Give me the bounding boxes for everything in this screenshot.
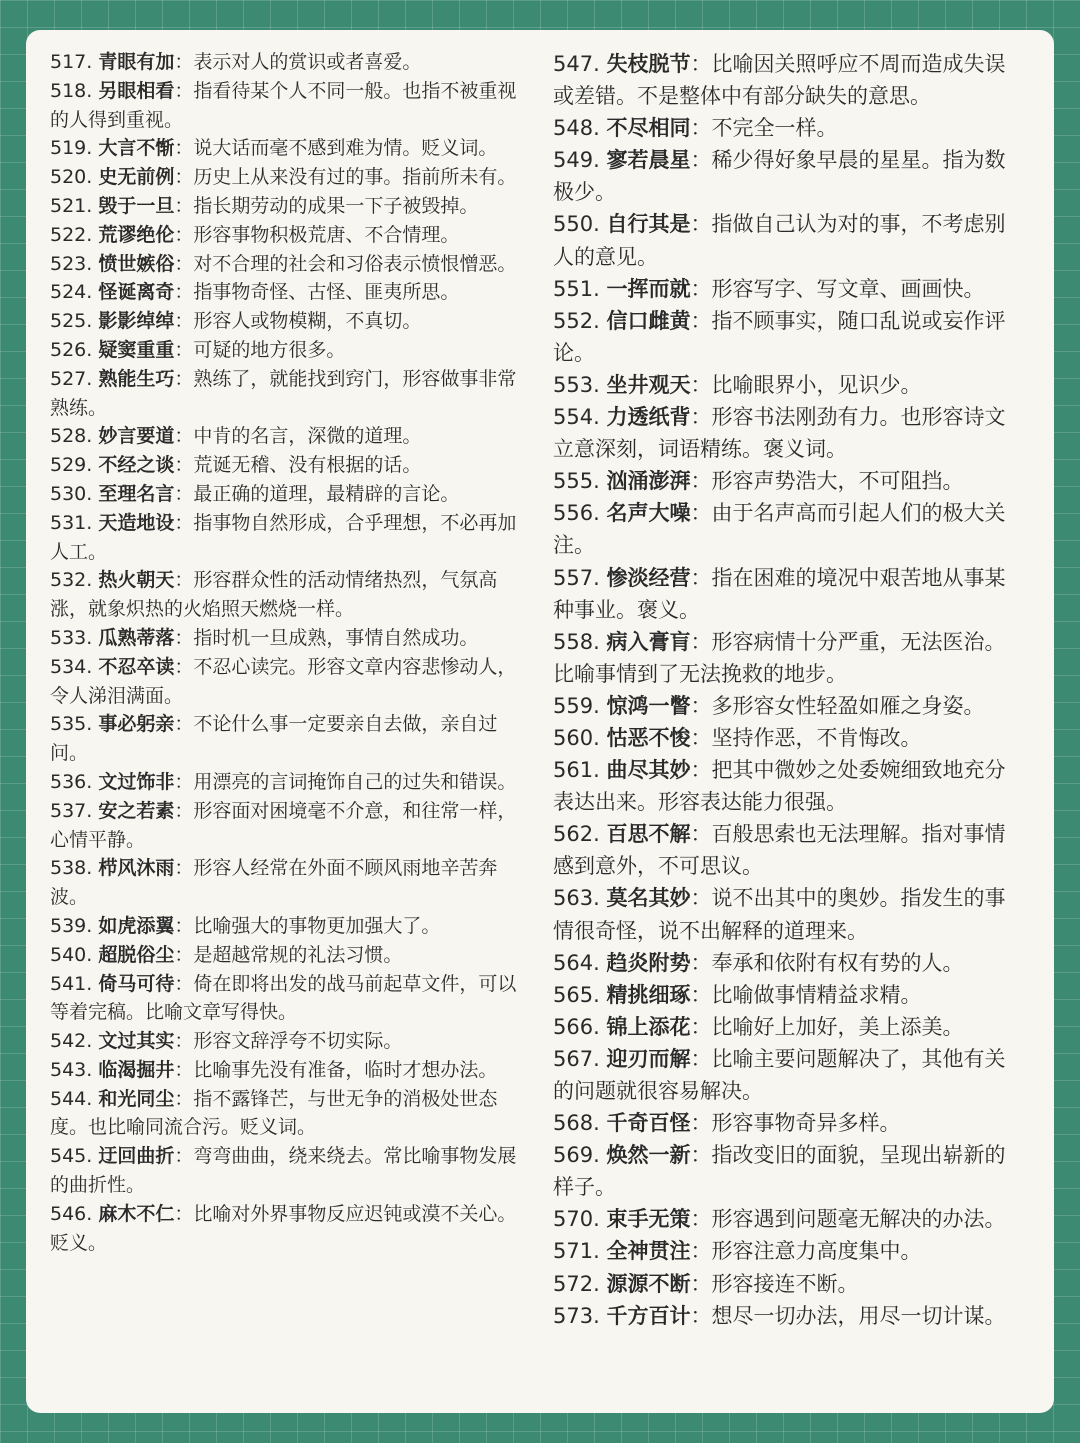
idiom-definition: 中肯的名言，深微的道理。 bbox=[193, 425, 422, 448]
idiom-definition: 指做自己认为对的事，不考虑别人的意见。 bbox=[553, 212, 1006, 269]
idiom-definition: 最正确的道理，最精辟的言论。 bbox=[193, 482, 460, 505]
idiom-term: 如虎添翼 bbox=[98, 914, 175, 937]
idiom-term: 信口雌黄 bbox=[606, 308, 691, 333]
separator-colon: ： bbox=[174, 310, 194, 333]
idiom-entry bbox=[553, 497, 1023, 561]
separator-colon: ： bbox=[174, 338, 194, 361]
idiom-term: 影影绰绰 bbox=[98, 310, 175, 333]
entry-number: 543. bbox=[50, 1058, 93, 1081]
idiom-term: 自行其是 bbox=[606, 212, 691, 237]
separator-colon: ： bbox=[690, 1014, 712, 1039]
separator-colon: ： bbox=[174, 482, 194, 505]
idiom-term: 妙言要道 bbox=[98, 425, 175, 448]
idiom-entry bbox=[553, 1043, 1023, 1107]
entry-number: 522. bbox=[50, 223, 93, 246]
idiom-term: 汹涌澎湃 bbox=[606, 469, 691, 494]
idiom-term: 热火朝天 bbox=[98, 569, 175, 592]
idiom-definition: 历史上从来没有过的事。指前所未有。 bbox=[193, 166, 517, 189]
entry-number: 527. bbox=[50, 367, 93, 390]
idiom-entry bbox=[553, 882, 1023, 946]
idiom-definition: 把其中微妙之处委婉细致地充分表达出来。形容表达能力很强。 bbox=[553, 758, 1006, 815]
separator-colon: ： bbox=[174, 1202, 194, 1225]
separator-colon: ： bbox=[174, 194, 194, 217]
entry-number: 539. bbox=[50, 914, 93, 937]
idiom-entry bbox=[50, 1200, 534, 1258]
idiom-definition: 指不露锋芒，与世无争的消极处世态度。也比喻同流合污。贬义词。 bbox=[50, 1087, 498, 1139]
separator-colon: ： bbox=[690, 1143, 712, 1168]
separator-colon: ： bbox=[690, 693, 712, 718]
idiom-term: 惨淡经营 bbox=[606, 565, 691, 590]
idiom-definition: 指事物奇怪、古怪、匪夷所思。 bbox=[193, 281, 460, 304]
entry-number: 556. bbox=[553, 501, 600, 526]
idiom-entry bbox=[553, 818, 1023, 882]
entry-number: 548. bbox=[553, 116, 600, 141]
idiom-entry bbox=[50, 941, 534, 970]
separator-colon: ： bbox=[690, 725, 712, 750]
entry-number: 517. bbox=[50, 51, 93, 73]
idiom-definition: 想尽一切办法，用尽一切计谋。 bbox=[711, 1303, 1006, 1328]
separator-colon: ： bbox=[174, 972, 194, 995]
idiom-definition: 形容群众性的活动情绪热烈，气氛高涨，就象炽热的火焰照天燃烧一样。 bbox=[50, 569, 498, 621]
entry-number: 564. bbox=[553, 950, 600, 975]
idiom-term: 迎刃而解 bbox=[606, 1046, 691, 1071]
separator-colon: ： bbox=[174, 1030, 194, 1053]
idiom-entry bbox=[50, 48, 534, 77]
idiom-term: 焕然一新 bbox=[606, 1143, 691, 1168]
idiom-entry bbox=[50, 77, 534, 135]
idiom-entry bbox=[50, 336, 534, 365]
separator-colon: ： bbox=[690, 565, 712, 590]
entry-number: 545. bbox=[50, 1145, 93, 1168]
idiom-term: 不经之谈 bbox=[98, 454, 175, 477]
idiom-term: 惊鸿一瞥 bbox=[606, 693, 691, 718]
idiom-term: 熟能生巧 bbox=[98, 367, 175, 390]
entry-number: 519. bbox=[50, 137, 93, 160]
separator-colon: ： bbox=[174, 1087, 194, 1110]
idiom-definition: 不完全一样。 bbox=[711, 116, 838, 141]
idiom-entry bbox=[50, 1056, 534, 1085]
idiom-term: 另眼相看 bbox=[98, 79, 175, 102]
idiom-entry bbox=[553, 1300, 1023, 1332]
idiom-definition: 不忍心读完。形容文章内容悲惨动人，令人涕泪满面。 bbox=[50, 655, 517, 707]
entry-number: 557. bbox=[553, 565, 600, 590]
idiom-entry bbox=[553, 465, 1023, 497]
idiom-term: 安之若素 bbox=[98, 799, 175, 822]
separator-colon: ： bbox=[690, 758, 712, 783]
separator-colon: ： bbox=[690, 886, 712, 911]
idiom-definition: 形容接连不断。 bbox=[711, 1271, 859, 1296]
entry-number: 567. bbox=[553, 1046, 600, 1071]
idiom-term: 天造地设 bbox=[98, 511, 175, 534]
separator-colon: ： bbox=[690, 148, 712, 173]
separator-colon: ： bbox=[690, 52, 712, 76]
entry-number: 573. bbox=[553, 1303, 600, 1328]
entry-number: 538. bbox=[50, 857, 93, 880]
entry-number: 552. bbox=[553, 308, 600, 333]
idiom-term: 怪诞离奇 bbox=[98, 281, 175, 304]
entry-number: 561. bbox=[553, 758, 600, 783]
entry-number: 534. bbox=[50, 655, 93, 678]
idiom-term: 毁于一旦 bbox=[98, 194, 175, 217]
separator-colon: ： bbox=[174, 713, 194, 736]
idiom-entry bbox=[553, 208, 1023, 272]
entry-number: 551. bbox=[553, 276, 600, 301]
idiom-term: 力透纸背 bbox=[606, 405, 691, 430]
idiom-entry bbox=[50, 307, 534, 336]
idiom-entry bbox=[553, 1268, 1023, 1300]
entry-number: 541. bbox=[50, 972, 93, 995]
separator-colon: ： bbox=[690, 116, 712, 141]
entry-number: 537. bbox=[50, 799, 93, 822]
idiom-term: 莫名其妙 bbox=[606, 886, 691, 911]
separator-colon: ： bbox=[174, 914, 194, 937]
separator-colon: ： bbox=[690, 629, 712, 654]
entry-number: 550. bbox=[553, 212, 600, 237]
idiom-definition: 指不顾事实，随口乱说或妄作评论。 bbox=[553, 308, 1006, 365]
separator-colon: ： bbox=[690, 1046, 712, 1071]
separator-colon: ： bbox=[174, 252, 194, 275]
idiom-term: 瓜熟蒂落 bbox=[98, 626, 175, 649]
entry-number: 536. bbox=[50, 770, 93, 793]
idiom-term: 百思不解 bbox=[606, 822, 691, 847]
idiom-entry bbox=[50, 134, 534, 163]
separator-colon: ： bbox=[690, 372, 712, 397]
idiom-definition: 不论什么事一定要亲自去做，亲自过问。 bbox=[50, 713, 498, 765]
idiom-definition: 指看待某个人不同一般。也指不被重视的人得到重视。 bbox=[50, 79, 517, 131]
idiom-definition: 比喻对外界事物反应迟钝或漠不关心。贬义。 bbox=[50, 1202, 517, 1254]
entry-number: 540. bbox=[50, 943, 93, 966]
left-column bbox=[50, 48, 534, 1257]
idiom-definition: 可疑的地方很多。 bbox=[193, 338, 346, 361]
entry-number: 529. bbox=[50, 454, 93, 477]
entry-number: 572. bbox=[553, 1271, 600, 1296]
idiom-entry bbox=[50, 566, 534, 624]
entry-number: 562. bbox=[553, 822, 600, 847]
separator-colon: ： bbox=[174, 626, 194, 649]
idiom-entry bbox=[50, 1027, 534, 1056]
idiom-entry bbox=[50, 1142, 534, 1200]
idiom-entry bbox=[50, 250, 534, 279]
idiom-term: 千奇百怪 bbox=[606, 1111, 691, 1136]
entry-number: 570. bbox=[553, 1207, 600, 1232]
entry-number: 558. bbox=[553, 629, 600, 654]
idiom-term: 千方百计 bbox=[606, 1303, 691, 1328]
separator-colon: ： bbox=[174, 857, 194, 880]
idiom-entry bbox=[553, 722, 1023, 754]
idiom-entry bbox=[553, 979, 1023, 1011]
idiom-term: 不尽相同 bbox=[606, 116, 691, 141]
content-card bbox=[26, 30, 1054, 1413]
idiom-entry bbox=[50, 912, 534, 941]
idiom-definition: 熟练了，就能找到窍门，形容做事非常熟练。 bbox=[50, 367, 517, 419]
entry-number: 565. bbox=[553, 982, 600, 1007]
separator-colon: ： bbox=[690, 1271, 712, 1296]
idiom-entry bbox=[50, 451, 534, 480]
idiom-term: 坐井观天 bbox=[606, 372, 691, 397]
idiom-definition: 形容声势浩大，不可阻挡。 bbox=[711, 469, 964, 494]
idiom-term: 疑窦重重 bbox=[98, 338, 175, 361]
right-column bbox=[553, 48, 1023, 1332]
idiom-term: 一挥而就 bbox=[606, 276, 691, 301]
idiom-entry bbox=[553, 1139, 1023, 1203]
idiom-entry bbox=[553, 690, 1023, 722]
idiom-definition: 奉承和依附有权有势的人。 bbox=[711, 950, 964, 975]
idiom-definition: 比喻眼界小，见识少。 bbox=[711, 372, 922, 397]
idiom-entry bbox=[553, 1011, 1023, 1043]
separator-colon: ： bbox=[174, 511, 194, 534]
entry-number: 559. bbox=[553, 693, 600, 718]
entry-number: 524. bbox=[50, 281, 93, 304]
idiom-definition: 形容病情十分严重，无法医治。比喻事情到了无法挽救的地步。 bbox=[553, 629, 1006, 686]
entry-number: 518. bbox=[50, 79, 93, 102]
idiom-definition: 稀少得好象早晨的星星。指为数极少。 bbox=[553, 148, 1006, 205]
idiom-entry bbox=[50, 278, 534, 307]
idiom-definition: 指事物自然形成，合乎理想，不必再加人工。 bbox=[50, 511, 517, 563]
entry-number: 525. bbox=[50, 310, 93, 333]
idiom-entry bbox=[50, 710, 534, 768]
idiom-definition: 形容文辞浮夸不切实际。 bbox=[193, 1030, 403, 1053]
idiom-entry bbox=[553, 369, 1023, 401]
idiom-term: 曲尽其妙 bbox=[606, 758, 691, 783]
separator-colon: ： bbox=[174, 799, 194, 822]
idiom-term: 全神贯注 bbox=[606, 1239, 691, 1264]
idiom-definition: 用漂亮的言词掩饰自己的过失和错误。 bbox=[193, 770, 517, 793]
separator-colon: ： bbox=[690, 1111, 712, 1136]
separator-colon: ： bbox=[690, 212, 712, 237]
idiom-term: 至理名言 bbox=[98, 482, 175, 505]
idiom-definition: 坚持作恶，不肯悔改。 bbox=[711, 725, 922, 750]
idiom-definition: 形容人或物模糊，不真切。 bbox=[193, 310, 422, 333]
idiom-definition: 指时机一旦成熟，事情自然成功。 bbox=[193, 626, 479, 649]
idiom-term: 倚马可待 bbox=[98, 972, 175, 995]
entry-number: 523. bbox=[50, 252, 93, 275]
idiom-entry bbox=[50, 1085, 534, 1143]
separator-colon: ： bbox=[174, 425, 194, 448]
idiom-definition: 比喻做事情精益求精。 bbox=[711, 982, 922, 1007]
idiom-entry bbox=[50, 624, 534, 653]
idiom-term: 青眼有加 bbox=[98, 51, 175, 73]
idiom-entry bbox=[553, 112, 1023, 144]
idiom-term: 超脱俗尘 bbox=[98, 943, 175, 966]
entry-number: 569. bbox=[553, 1143, 600, 1168]
idiom-term: 寥若晨星 bbox=[606, 148, 691, 173]
idiom-entry bbox=[50, 768, 534, 797]
separator-colon: ： bbox=[174, 1058, 194, 1081]
idiom-term: 趋炎附势 bbox=[606, 950, 691, 975]
idiom-definition: 对不合理的社会和习俗表示愤恨憎恶。 bbox=[193, 252, 517, 275]
idiom-entry bbox=[553, 1203, 1023, 1235]
entry-number: 544. bbox=[50, 1087, 93, 1110]
idiom-definition: 指长期劳动的成果一下子被毁掉。 bbox=[193, 194, 479, 217]
idiom-term: 愤世嫉俗 bbox=[98, 252, 175, 275]
idiom-entry bbox=[553, 48, 1023, 112]
idiom-entry bbox=[553, 1107, 1023, 1139]
entry-number: 542. bbox=[50, 1030, 93, 1053]
idiom-entry bbox=[553, 144, 1023, 208]
idiom-definition: 由于名声高而引起人们的极大关注。 bbox=[553, 501, 1006, 558]
separator-colon: ： bbox=[690, 469, 712, 494]
idiom-term: 事必躬亲 bbox=[98, 713, 175, 736]
idiom-entry bbox=[553, 305, 1023, 369]
separator-colon: ： bbox=[174, 1145, 194, 1168]
idiom-term: 史无前例 bbox=[98, 166, 175, 189]
separator-colon: ： bbox=[174, 166, 194, 189]
entry-number: 535. bbox=[50, 713, 93, 736]
separator-colon: ： bbox=[174, 770, 194, 793]
idiom-definition: 形容注意力高度集中。 bbox=[711, 1239, 922, 1264]
entry-number: 520. bbox=[50, 166, 93, 189]
idiom-term: 荒谬绝伦 bbox=[98, 223, 175, 246]
separator-colon: ： bbox=[690, 501, 712, 526]
entry-number: 554. bbox=[553, 405, 600, 430]
idiom-definition: 形容面对困境毫不介意，和往常一样，心情平静。 bbox=[50, 799, 517, 851]
idiom-entry bbox=[553, 562, 1023, 626]
entry-number: 532. bbox=[50, 569, 93, 592]
idiom-entry bbox=[50, 422, 534, 451]
idiom-definition: 形容遇到问题毫无解决的办法。 bbox=[711, 1207, 1006, 1232]
separator-colon: ： bbox=[174, 281, 194, 304]
idiom-term: 失枝脱节 bbox=[606, 52, 691, 76]
idiom-entry bbox=[553, 947, 1023, 979]
entry-number: 571. bbox=[553, 1239, 600, 1264]
idiom-term: 病入膏肓 bbox=[606, 629, 691, 654]
separator-colon: ： bbox=[690, 1239, 712, 1264]
idiom-term: 名声大噪 bbox=[606, 501, 691, 526]
idiom-term: 文过其实 bbox=[98, 1030, 175, 1053]
idiom-definition: 说大话而毫不感到难为情。贬义词。 bbox=[193, 137, 498, 160]
entry-number: 533. bbox=[50, 626, 93, 649]
idiom-definition: 形容人经常在外面不顾风雨地辛苦奔波。 bbox=[50, 857, 498, 909]
entry-number: 521. bbox=[50, 194, 93, 217]
entry-number: 528. bbox=[50, 425, 93, 448]
idiom-definition: 比喻主要问题解决了，其他有关的问题就很容易解决。 bbox=[553, 1046, 1006, 1103]
entry-number: 560. bbox=[553, 725, 600, 750]
separator-colon: ： bbox=[690, 276, 712, 301]
idiom-entry bbox=[50, 221, 534, 250]
idiom-definition: 多形容女性轻盈如雁之身姿。 bbox=[711, 693, 985, 718]
idiom-term: 不忍卒读 bbox=[98, 655, 175, 678]
separator-colon: ： bbox=[174, 51, 194, 73]
idiom-definition: 百般思索也无法理解。指对事情感到意外，不可思议。 bbox=[553, 822, 1006, 879]
idiom-term: 临渴掘井 bbox=[98, 1058, 175, 1081]
separator-colon: ： bbox=[174, 569, 194, 592]
separator-colon: ： bbox=[690, 822, 712, 847]
idiom-definition: 弯弯曲曲，绕来绕去。常比喻事物发展的曲折性。 bbox=[50, 1145, 517, 1197]
entry-number: 568. bbox=[553, 1111, 600, 1136]
separator-colon: ： bbox=[690, 308, 712, 333]
entry-number: 563. bbox=[553, 886, 600, 911]
idiom-definition: 比喻强大的事物更加强大了。 bbox=[193, 914, 441, 937]
idiom-entry bbox=[50, 854, 534, 912]
idiom-definition: 比喻好上加好，美上添美。 bbox=[711, 1014, 964, 1039]
idiom-definition: 比喻因关照呼应不周而造成失误或差错。不是整体中有部分缺失的意思。 bbox=[553, 52, 1006, 109]
entry-number: 549. bbox=[553, 148, 600, 173]
entry-number: 547. bbox=[553, 52, 600, 76]
idiom-definition: 形容事物积极荒唐、不合情理。 bbox=[193, 223, 460, 246]
idiom-definition: 是超越常规的礼法习惯。 bbox=[193, 943, 403, 966]
separator-colon: ： bbox=[690, 1303, 712, 1328]
idiom-definition: 指改变旧的面貌，呈现出崭新的样子。 bbox=[553, 1143, 1006, 1200]
separator-colon: ： bbox=[174, 367, 194, 390]
idiom-definition: 倚在即将出发的战马前起草文件，可以等着完稿。比喻文章写得快。 bbox=[50, 972, 517, 1024]
entry-number: 553. bbox=[553, 372, 600, 397]
idiom-term: 和光同尘 bbox=[98, 1087, 175, 1110]
entry-number: 555. bbox=[553, 469, 600, 494]
idiom-entry bbox=[553, 273, 1023, 305]
entry-number: 531. bbox=[50, 511, 93, 534]
separator-colon: ： bbox=[690, 950, 712, 975]
separator-colon: ： bbox=[174, 943, 194, 966]
idiom-entry bbox=[553, 626, 1023, 690]
idiom-term: 怙恶不悛 bbox=[606, 725, 691, 750]
separator-colon: ： bbox=[690, 982, 712, 1007]
separator-colon: ： bbox=[690, 1207, 712, 1232]
separator-colon: ： bbox=[174, 223, 194, 246]
separator-colon: ： bbox=[174, 79, 194, 102]
idiom-entry bbox=[50, 797, 534, 855]
separator-colon: ： bbox=[174, 454, 194, 477]
entry-number: 526. bbox=[50, 338, 93, 361]
idiom-definition: 说不出其中的奥妙。指发生的事情很奇怪，说不出解释的道理来。 bbox=[553, 886, 1006, 943]
idiom-term: 精挑细琢 bbox=[606, 982, 691, 1007]
idiom-definition: 形容写字、写文章、画画快。 bbox=[711, 276, 985, 301]
idiom-definition: 形容书法刚劲有力。也形容诗文立意深刻，词语精练。褒义词。 bbox=[553, 405, 1006, 462]
idiom-term: 锦上添花 bbox=[606, 1014, 691, 1039]
entry-number: 530. bbox=[50, 482, 93, 505]
idiom-term: 麻木不仁 bbox=[98, 1202, 175, 1225]
idiom-definition: 表示对人的赏识或者喜爱。 bbox=[193, 51, 422, 73]
idiom-term: 文过饰非 bbox=[98, 770, 175, 793]
entry-number: 546. bbox=[50, 1202, 93, 1225]
idiom-definition: 形容事物奇异多样。 bbox=[711, 1111, 901, 1136]
entry-number: 566. bbox=[553, 1014, 600, 1039]
idiom-definition: 比喻事先没有准备，临时才想办法。 bbox=[193, 1058, 498, 1081]
idiom-definition: 荒诞无稽、没有根据的话。 bbox=[193, 454, 422, 477]
idiom-definition: 指在困难的境况中艰苦地从事某种事业。褒义。 bbox=[553, 565, 1006, 622]
idiom-term: 迂回曲折 bbox=[98, 1145, 175, 1168]
idiom-entry bbox=[50, 365, 534, 423]
idiom-entry bbox=[50, 192, 534, 221]
idiom-entry bbox=[50, 653, 534, 711]
separator-colon: ： bbox=[174, 655, 194, 678]
idiom-term: 栉风沐雨 bbox=[98, 857, 175, 880]
idiom-term: 大言不惭 bbox=[98, 137, 175, 160]
idiom-entry bbox=[50, 163, 534, 192]
idiom-entry bbox=[50, 480, 534, 509]
idiom-entry bbox=[553, 1235, 1023, 1267]
idiom-entry bbox=[50, 970, 534, 1028]
idiom-entry bbox=[553, 401, 1023, 465]
separator-colon: ： bbox=[174, 137, 194, 160]
idiom-entry bbox=[553, 754, 1023, 818]
separator-colon: ： bbox=[690, 405, 712, 430]
idiom-entry bbox=[50, 509, 534, 567]
idiom-term: 源源不断 bbox=[606, 1271, 691, 1296]
idiom-term: 束手无策 bbox=[606, 1207, 691, 1232]
